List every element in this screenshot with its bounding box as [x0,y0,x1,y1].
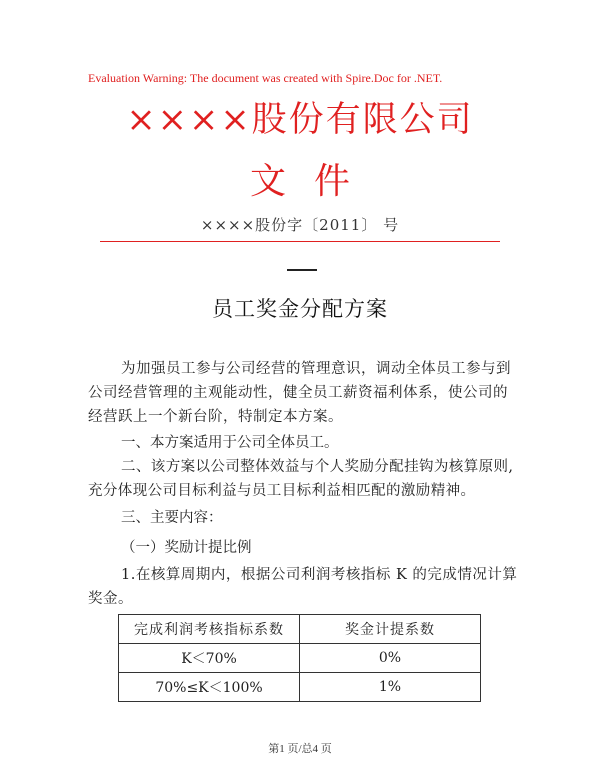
table-cell: 70%≤K＜100% [119,673,300,702]
table-header-cell: 奖金计提系数 [300,615,481,644]
page-footer: 第1 页/总4 页 [268,743,332,755]
subsection-heading: （一）奖励计提比例 [121,540,252,556]
clause-1: 一、本方案适用于公司全体员工。 [121,435,339,451]
table-row [119,644,481,673]
clause-3: 三、主要内容： [121,510,223,526]
table-cell: K＜70% [119,644,300,673]
document-kind: 文件 [249,161,378,202]
table-cell: 0% [300,644,481,673]
document-number: ××××股份字〔2011〕 号 [200,216,400,234]
title-divider [287,269,317,271]
table-cell: 1% [300,673,481,702]
document-title: 员工奖金分配方案 [212,297,388,321]
point-1: 1.在核算周期内，根据公司利润考核指标 K 的完成情况计算奖金。 [88,567,518,607]
clause-2: 二、该方案以公司整体效益与个人奖励分配挂钩为核算原则,充分体现公司目标利益与员工目标利益相匹配的激励精神。 [88,459,514,499]
table-row [119,673,481,702]
red-header-rule [100,241,500,242]
company-name: ××××股份有限公司 [126,100,474,140]
table-header-row [119,615,481,644]
evaluation-warning: Evaluation Warning: The document was created with Spire.Doc for .NET. [88,71,443,85]
intro-paragraph: 为加强员工参与公司经营的管理意识，调动全体员工参与到公司经营管理的主观能动性，健全员工薪资福利体系，使公司的经营跃上一个新台阶，特制定本方案。 [88,361,511,425]
bonus-ratio-table [118,614,481,702]
table-header-cell: 完成利润考核指标系数 [119,615,300,644]
